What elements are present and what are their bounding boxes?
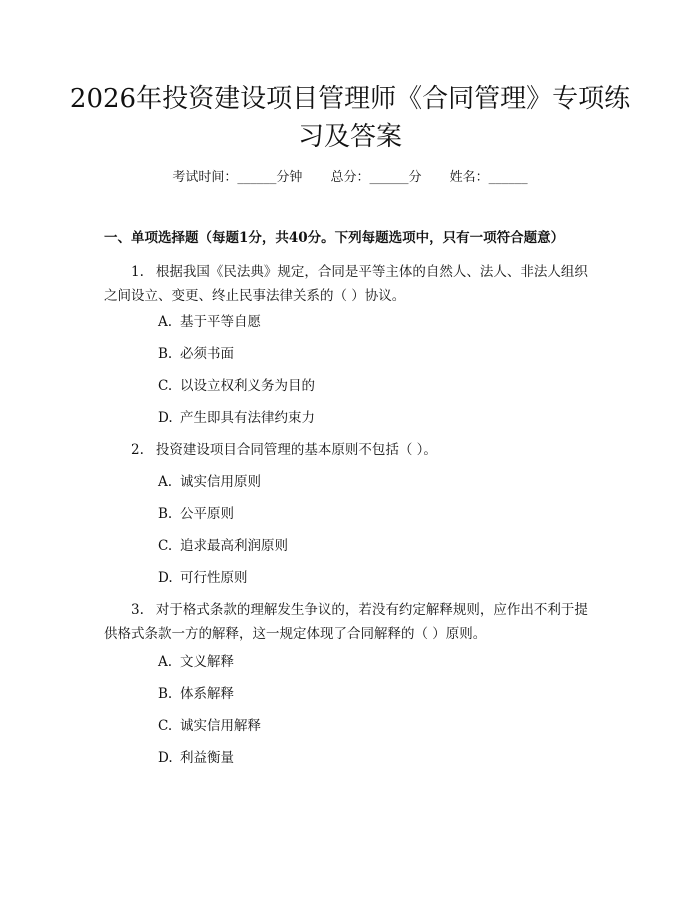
option-letter: D. — [158, 410, 173, 426]
option-letter: D. — [158, 750, 173, 766]
option-letter: D. — [158, 570, 173, 586]
option-text: 产生即具有法律约束力 — [180, 410, 315, 426]
question-2-option-c — [158, 536, 288, 556]
section-heading: 一、单项选择题（每题1分，共40分。下列每题选项中，只有一项符合题意） — [104, 230, 565, 246]
question-number: 1. — [131, 264, 144, 280]
option-text: 体系解释 — [180, 686, 234, 702]
question-1-option-b — [158, 344, 234, 364]
question-3-option-c — [158, 716, 261, 736]
question-3-option-b — [158, 684, 234, 704]
document-title: 2026年投资建设项目管理师《合同管理》专项练习及答案 — [69, 84, 631, 152]
question-3-option-a — [158, 652, 234, 672]
question-2 — [104, 438, 596, 462]
option-text: 以设立权利义务为目的 — [180, 378, 315, 394]
option-text: 利益衡量 — [180, 750, 234, 766]
option-letter: A. — [158, 474, 173, 490]
question-2-option-b — [158, 504, 234, 524]
option-text: 诚实信用解释 — [180, 718, 261, 734]
question-2-option-d — [158, 568, 248, 588]
option-letter: B. — [158, 506, 173, 522]
option-text: 诚实信用原则 — [180, 474, 261, 490]
question-2-option-a — [158, 472, 261, 492]
option-letter: C. — [158, 718, 173, 734]
option-letter: C. — [158, 538, 173, 554]
question-text: 投资建设项目合同管理的基本原则不包括（ ）。 — [155, 442, 437, 458]
question-number: 3. — [131, 602, 144, 618]
option-text: 追求最高利润原则 — [180, 538, 288, 554]
option-letter: C. — [158, 378, 173, 394]
exam-info-line — [0, 168, 700, 188]
question-1 — [104, 260, 596, 308]
question-number: 2. — [131, 442, 144, 458]
question-text: 对于格式条款的理解发生争议的，若没有约定解释规则，应作出不利于提供格式条款一方的解释，这一规定体现了合同解释的（ ）原则。 — [104, 602, 588, 642]
exam-time-field: 考试时间：______分钟 — [172, 170, 303, 185]
question-3 — [104, 598, 596, 646]
question-1-option-d — [158, 408, 315, 428]
option-text: 文义解释 — [180, 654, 234, 670]
option-text: 公平原则 — [180, 506, 234, 522]
name-field: 姓名：______ — [449, 170, 528, 185]
option-text: 必须书面 — [180, 346, 234, 362]
option-letter: A. — [158, 654, 173, 670]
question-1-option-a — [158, 312, 261, 332]
option-letter: B. — [158, 346, 173, 362]
option-text: 可行性原则 — [180, 570, 248, 586]
option-text: 基于平等自愿 — [180, 314, 261, 330]
question-3-option-d — [158, 748, 234, 768]
option-letter: B. — [158, 686, 173, 702]
question-1-option-c — [158, 376, 315, 396]
question-text: 根据我国《民法典》规定，合同是平等主体的自然人、法人、非法人组织之间设立、变更、终止民事法律关系的（ ）协议。 — [104, 264, 588, 304]
option-letter: A. — [158, 314, 173, 330]
total-score-field: 总分：______分 — [330, 170, 422, 185]
